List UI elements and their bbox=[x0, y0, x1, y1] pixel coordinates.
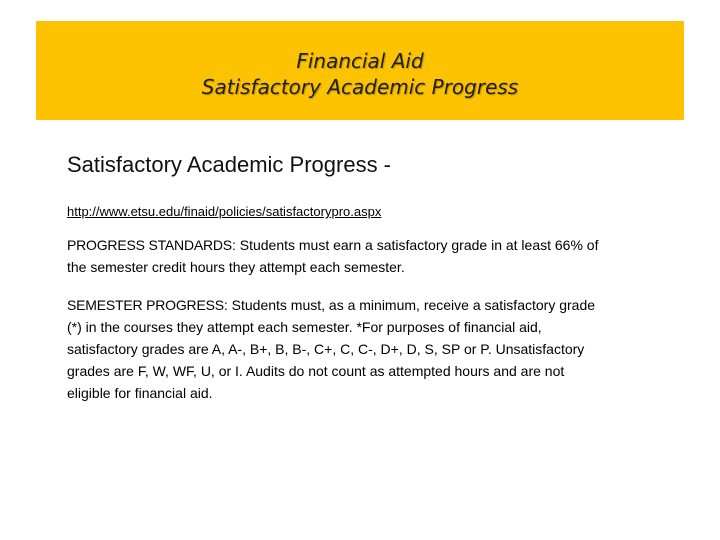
slide-title-line-2: Satisfactory Academic Progress bbox=[201, 75, 519, 99]
slide-title-line-1: Financial Aid bbox=[296, 49, 424, 73]
semester-progress-text: : Students must, as a minimum, receive a satisfactory grade (*) in the courses they attempt each semester. *For purposes of financial aid, satisfactory grades are A, A-, B+, B, B-, C+, C, C-, D+, D, S, SP or P. Unsatisfactory grades are F, W, WF, U, or I. Audits do not count as attempted hours and are not eligible for financial aid. bbox=[67, 297, 596, 401]
policy-link[interactable]: http://www.etsu.edu/finaid/policies/satisfactorypro.aspx bbox=[67, 204, 382, 219]
progress-standards-label: PROGRESS STANDARDS bbox=[67, 237, 232, 253]
title-banner bbox=[36, 21, 684, 120]
section-heading: Satisfactory Academic Progress - bbox=[67, 152, 392, 177]
semester-progress-paragraph bbox=[67, 294, 607, 404]
progress-standards-text: : Students must earn a satisfactory grade in at least 66% of the semester credit hours they attempt each semester. bbox=[67, 237, 599, 275]
slide-content bbox=[67, 150, 607, 404]
semester-progress-label: SEMESTER PROGRESS bbox=[67, 297, 224, 313]
progress-standards-paragraph bbox=[67, 234, 607, 278]
